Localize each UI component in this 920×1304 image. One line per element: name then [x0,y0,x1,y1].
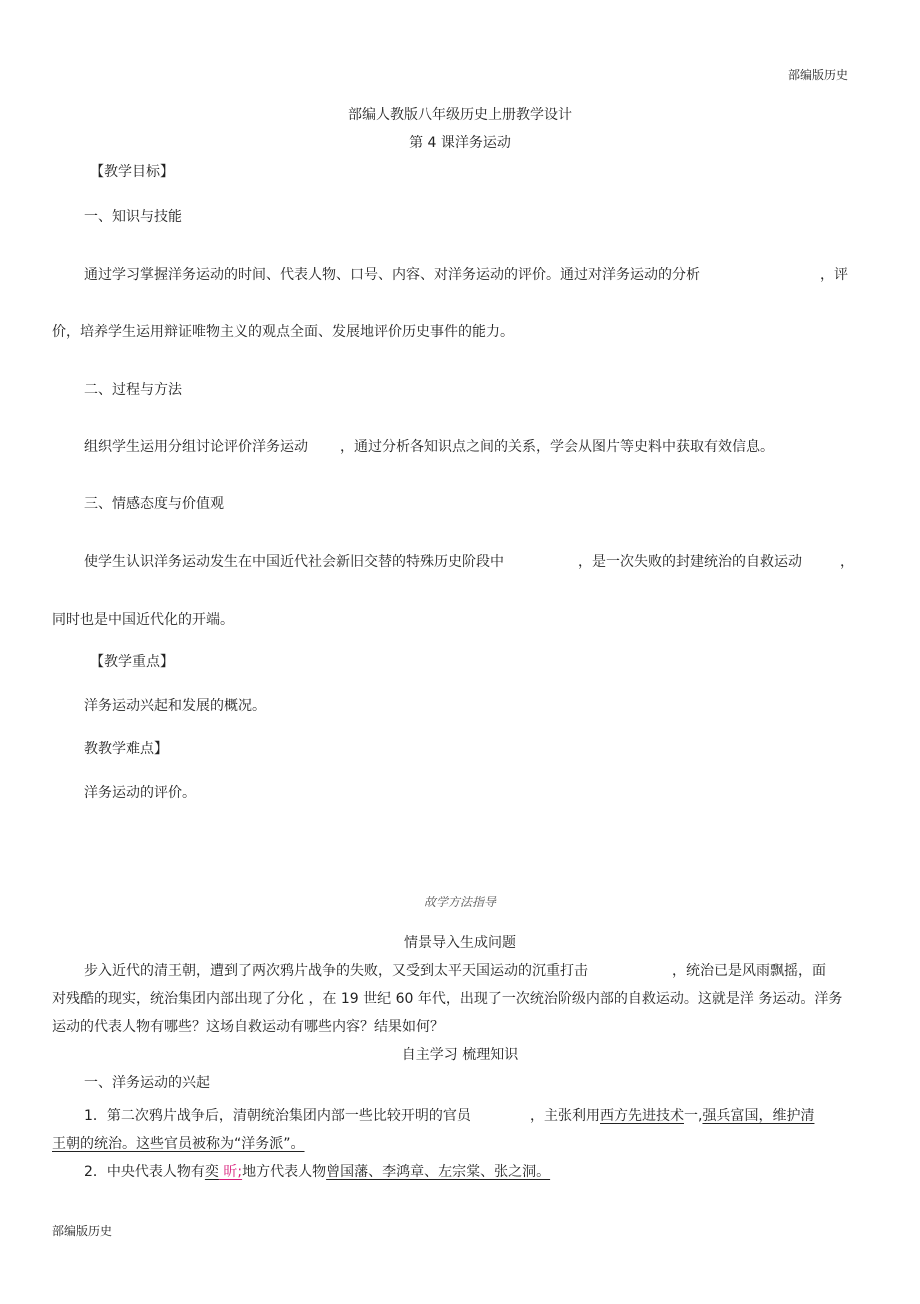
objectives-heading: 【教学目标】 [90,164,174,180]
item2-yixin-b: 昕; [218,1164,243,1180]
attitude-heading: 三、情感态度与价值观 [84,496,224,512]
item1-maintain-rule: 王朝的统治。 [52,1136,136,1152]
intro-line3: 运动的代表人物有哪些？这场自救运动有哪些内容？结果如何？ [52,1019,444,1035]
rise-heading: 一、洋务运动的兴起 [84,1075,210,1091]
attitude-text-b: ，是一次失败的封建统治的自救运动 [578,554,802,570]
document-title: 部编人教版八年级历史上册教学设计 [348,107,572,123]
intro-heading: 情景导入生成问题 [404,935,516,951]
item1-text-a: 1．第二次鸦片战争后，清朝统治集团内部一些比较开明的官员 [84,1108,471,1124]
knowledge-paragraph-line2: 价，培养学生运用辩证唯物主义的观点全面、发展地评价历史事件的能力。 [52,324,514,340]
process-text-a: 组织学生运用分组讨论评价洋务运动 [84,439,308,455]
item2-text-d: 地方代表人物 [242,1164,327,1180]
process-text-b: ，通过分析各知识点之间的关系，学会从图片等史料中获取有效信息。 [340,439,774,455]
knowledge-skills-heading: 一、知识与技能 [84,209,182,225]
item1-line1 [84,1107,471,1125]
item1-text-b: ，主张利用 [530,1108,600,1124]
attitude-text-d: 同时也是中国近代化的开端。 [52,612,234,628]
header-label: 部编版历史 [788,68,849,82]
method-guide-label: 故学方法指导 [423,895,496,909]
difficulty-heading: 教教学难点】 [84,741,168,757]
item1-line1-b [530,1107,814,1125]
knowledge-paragraph-line1 [84,266,700,284]
item2-local-figures: 曾国藩、李鸿章、左宗棠、张之洞。 [326,1164,551,1180]
item2-yixin-a: 奕 [204,1164,219,1180]
item1-text-g: 这些官员被称为 [136,1136,234,1152]
item1-text-d: 一, [684,1108,703,1124]
self-study-heading: 自主学习 梳理知识 [401,1047,519,1063]
attitude-text-a: 使学生认识洋务运动发生在中国近代社会新旧交替的特殊历史阶段中 [84,554,504,570]
knowledge-text-b: ，评 [820,267,848,283]
process-method-heading: 二、过程与方法 [84,382,182,398]
lesson-title: 第 4 课洋务运动 [409,135,511,151]
item1-strong-army: 强兵富国，维护清 [702,1108,815,1124]
knowledge-text-a: 通过学习掌握洋务运动的时间、代表人物、口号、内容、对洋务运动的评价。通过对洋务运动的分析 [84,267,700,283]
item2-line [84,1163,550,1181]
intro-line1-b: ，统治已是风雨飘摇，面 [672,963,826,979]
item1-western-tech: 西方先进技术 [600,1108,684,1124]
key-points-heading: 【教学重点】 [90,654,174,670]
item2-text-a: 2．中央代表人物有 [84,1164,205,1180]
item1-line2 [52,1135,305,1153]
footer-label: 部编版历史 [52,1224,113,1238]
intro-line2: 对残酷的现实，统治集团内部出现了分化 ，在 19 世纪 60 年代，出现了一次统治阶级内部的自救运动。这就是洋 务运动。洋务 [52,991,843,1007]
difficulty-text: 洋务运动的评价。 [84,785,196,801]
intro-line1-a: 步入近代的清王朝，遭到了两次鸦片战争的失败，又受到太平天国运动的沉重打击 [84,963,588,979]
item1-yangwu-pai: “洋务派”。 [234,1136,305,1152]
attitude-text-c: ， [840,554,854,570]
key-points-text: 洋务运动兴起和发展的概况。 [84,698,266,714]
